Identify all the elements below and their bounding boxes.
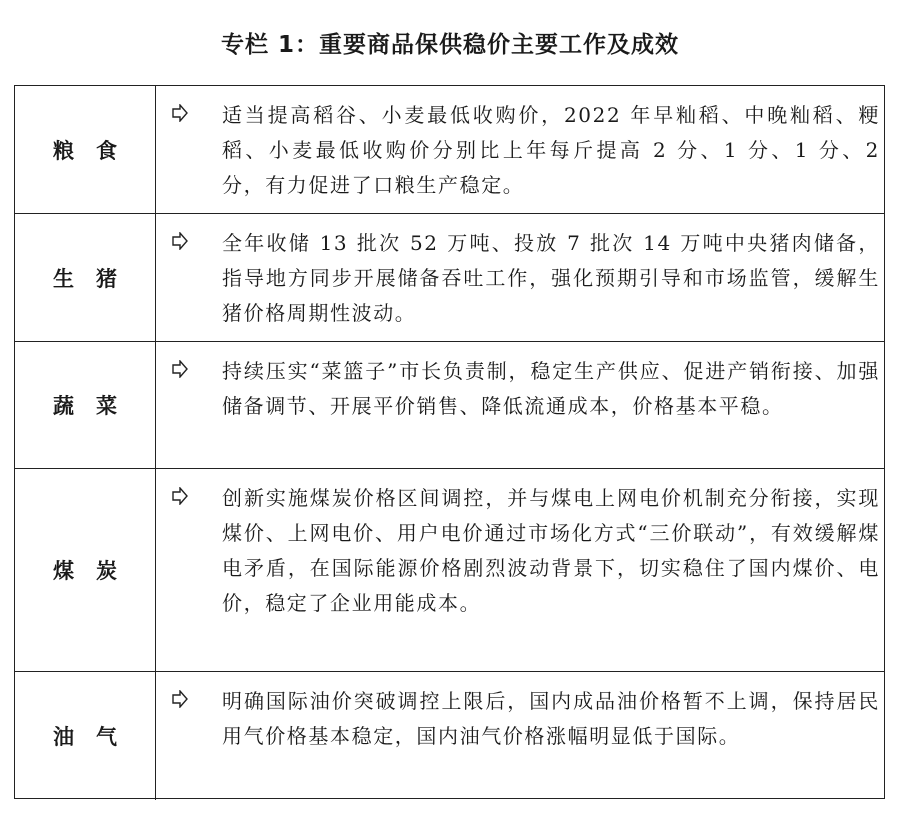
table-row-vegetables <box>15 342 884 469</box>
row-description: 适当提高稻谷、小麦最低收购价，2022 年早籼稻、中晚籼稻、粳稻、小麦最低收购价分别比上年每斤提高 2 分、1 分、1 分、2 分，有力促进了口粮生产稳定。 <box>222 103 880 197</box>
box-title: 专栏 1：重要商品保供稳价主要工作及成效 <box>220 32 679 58</box>
row-description: 持续压实“菜篮子”市长负责制，稳定生产供应、促进产销衔接、加强储备调节、开展平价销售、降低流通成本，价格基本平稳。 <box>222 359 880 418</box>
row-category: 蔬菜 <box>15 342 156 468</box>
measures-table <box>14 85 885 799</box>
row-description: 全年收储 13 批次 52 万吨、投放 7 批次 14 万吨中央猪肉储备，指导地方同步开展储备吞吐工作，强化预期引导和市场监管，缓解生猪价格周期性波动。 <box>222 231 880 325</box>
arrow-bullet-icon <box>171 487 189 505</box>
row-description: 明确国际油价突破调控上限后，国内成品油价格暂不上调，保持居民用气价格基本稳定，国内油气价格涨幅明显低于国际。 <box>222 689 880 748</box>
row-category: 粮食 <box>15 86 156 213</box>
table-row-coal <box>15 469 884 672</box>
arrow-bullet-icon <box>171 360 189 378</box>
arrow-bullet-icon <box>171 104 189 122</box>
row-category: 煤炭 <box>15 469 156 671</box>
row-category: 生猪 <box>15 214 156 341</box>
table-row-hog <box>15 214 884 342</box>
row-description: 创新实施煤炭价格区间调控，并与煤电上网电价机制充分衔接，实现煤价、上网电价、用户电价通过市场化方式“三价联动”，有效缓解煤电矛盾，在国际能源价格剧烈波动背景下，切实稳住了国内煤价、电价，稳定了企业用能成本。 <box>222 486 880 615</box>
row-category: 油气 <box>15 672 156 800</box>
table-row-oil-gas <box>15 672 884 800</box>
arrow-bullet-icon <box>171 232 189 250</box>
table-row-grain <box>15 86 884 214</box>
arrow-bullet-icon <box>171 690 189 708</box>
